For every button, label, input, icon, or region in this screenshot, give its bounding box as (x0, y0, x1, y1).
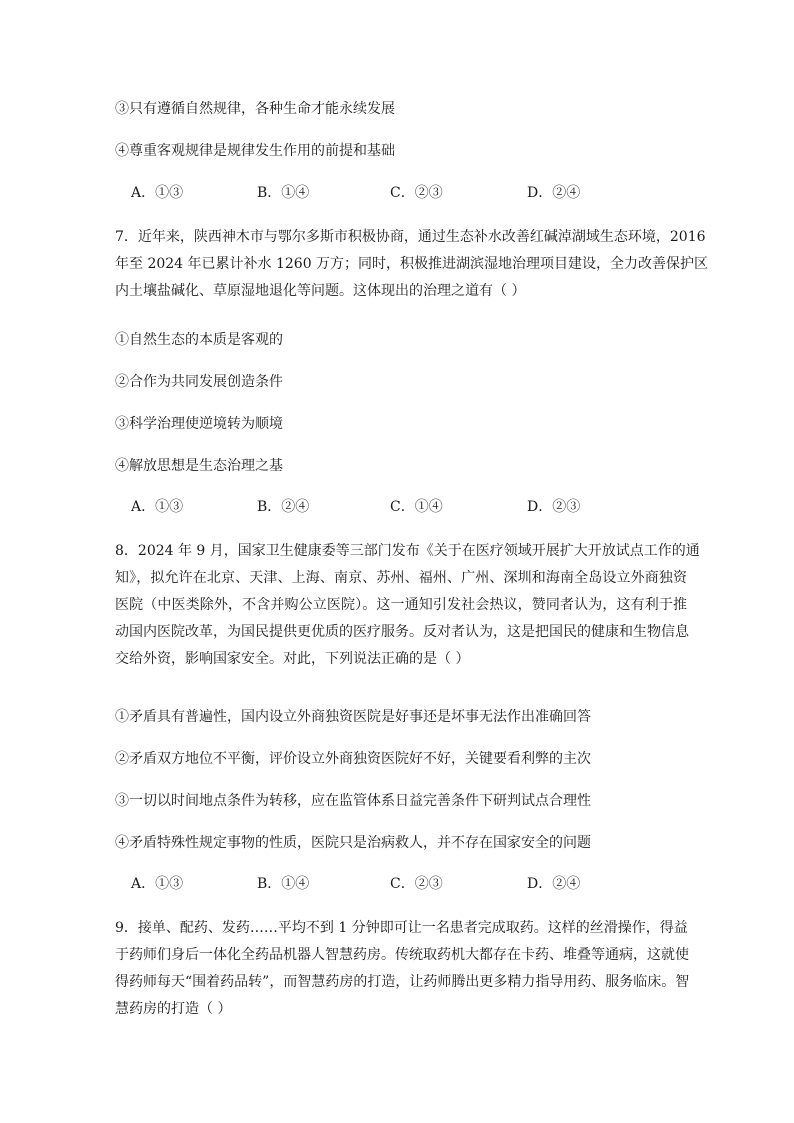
q8-option-a: A．①③ (131, 876, 184, 892)
q7-option-b: B．②④ (257, 499, 310, 515)
q8-option-b: B．①④ (257, 876, 310, 892)
q7-item-2: ②合作为共同发展创造条件 (115, 374, 283, 390)
q6-item-3: ③只有遵循自然规律，各种生命才能永续发展 (115, 101, 395, 117)
q8-option-d: D．②④ (527, 876, 581, 892)
q7-option-d: D．②③ (527, 499, 581, 515)
q7-item-4: ④解放思想是生态治理之基 (115, 458, 283, 474)
q8-item-3: ③一切以时间地点条件为转移，应在监管体系日益完善条件下研判试点合理性 (115, 793, 591, 809)
q8-item-4: ④矛盾特殊性规定事物的性质，医院只是治病救人，并不存在国家安全的问题 (115, 835, 591, 851)
q6-option-a: A．①③ (131, 185, 184, 201)
q8-stem (115, 541, 700, 676)
q7-stem (115, 227, 709, 308)
q9-stem (115, 918, 690, 1026)
q9-stem-line: 得药师每天“围着药品转”，而智慧药房的打造，让药师腾出更多精力指导用药、服务临床。智 (115, 974, 690, 990)
q8-item-1: ①矛盾具有普遍性，国内设立外商独资医院是好事还是坏事无法作出准确回答 (115, 709, 591, 725)
q6-option-b: B．①④ (257, 185, 310, 201)
q7-item-3: ③科学治理使逆境转为顺境 (115, 416, 283, 432)
q6-item-4: ④尊重客观规律是规律发生作用的前提和基础 (115, 143, 395, 159)
q8-stem-line: 医院（中医类除外，不含并购公立医院）。这一通知引发社会热议，赞同者认为，这有利于推 (115, 597, 687, 613)
q8-stem-line: 8．2024 年 9 月，国家卫生健康委等三部门发布《关于在医疗领域开展扩大开放试点工作的通 (115, 543, 700, 559)
q8-stem-line: 知》，拟允许在北京、天津、上海、南京、苏州、福州、广州、深圳和海南全岛设立外商独资 (115, 570, 687, 586)
q9-stem-line: 9．接单、配药、发药……平均不到 1 分钟即可让一名患者完成取药。这样的丝滑操作，得益 (115, 920, 688, 936)
q7-stem-line: 年至 2024 年已累计补水 1260 万方；同时，积极推进湖滨湿地治理项目建设，全力改善保护区 (115, 256, 709, 272)
q8-stem-line: 交给外资，影响国家安全。对此，下列说法正确的是（ ） (115, 651, 470, 667)
q7-stem-line: 内土壤盐碱化、草原湿地退化等问题。这体现出的治理之道有（ ） (115, 283, 526, 299)
q8-item-2: ②矛盾双方地位不平衡，评价设立外商独资医院好不好，关键要看利弊的主次 (115, 751, 591, 767)
q7-stem-line: 7．近年来，陕西神木市与鄂尔多斯市积极协商，通过生态补水改善红碱淖湖域生态环境，2016 (115, 229, 706, 245)
q7-item-1: ①自然生态的本质是客观的 (115, 332, 283, 348)
q9-stem-line: 于药师们身后一体化全药品机器人智慧药房。传统取药机大都存在卡药、堆叠等通病，这就使 (115, 947, 689, 963)
q6-option-d: D．②④ (527, 185, 581, 201)
q7-option-c: C．①④ (390, 499, 443, 515)
q8-option-c: C．②③ (390, 876, 443, 892)
q8-stem-line: 动国内医院改革，为国民提供更优质的医疗服务。反对者认为，这是把国民的健康和生物信息 (115, 624, 689, 640)
q9-stem-line: 慧药房的打造（ ） (115, 1001, 232, 1017)
q6-option-c: C．②③ (390, 185, 443, 201)
q7-option-a: A．①③ (131, 499, 184, 515)
